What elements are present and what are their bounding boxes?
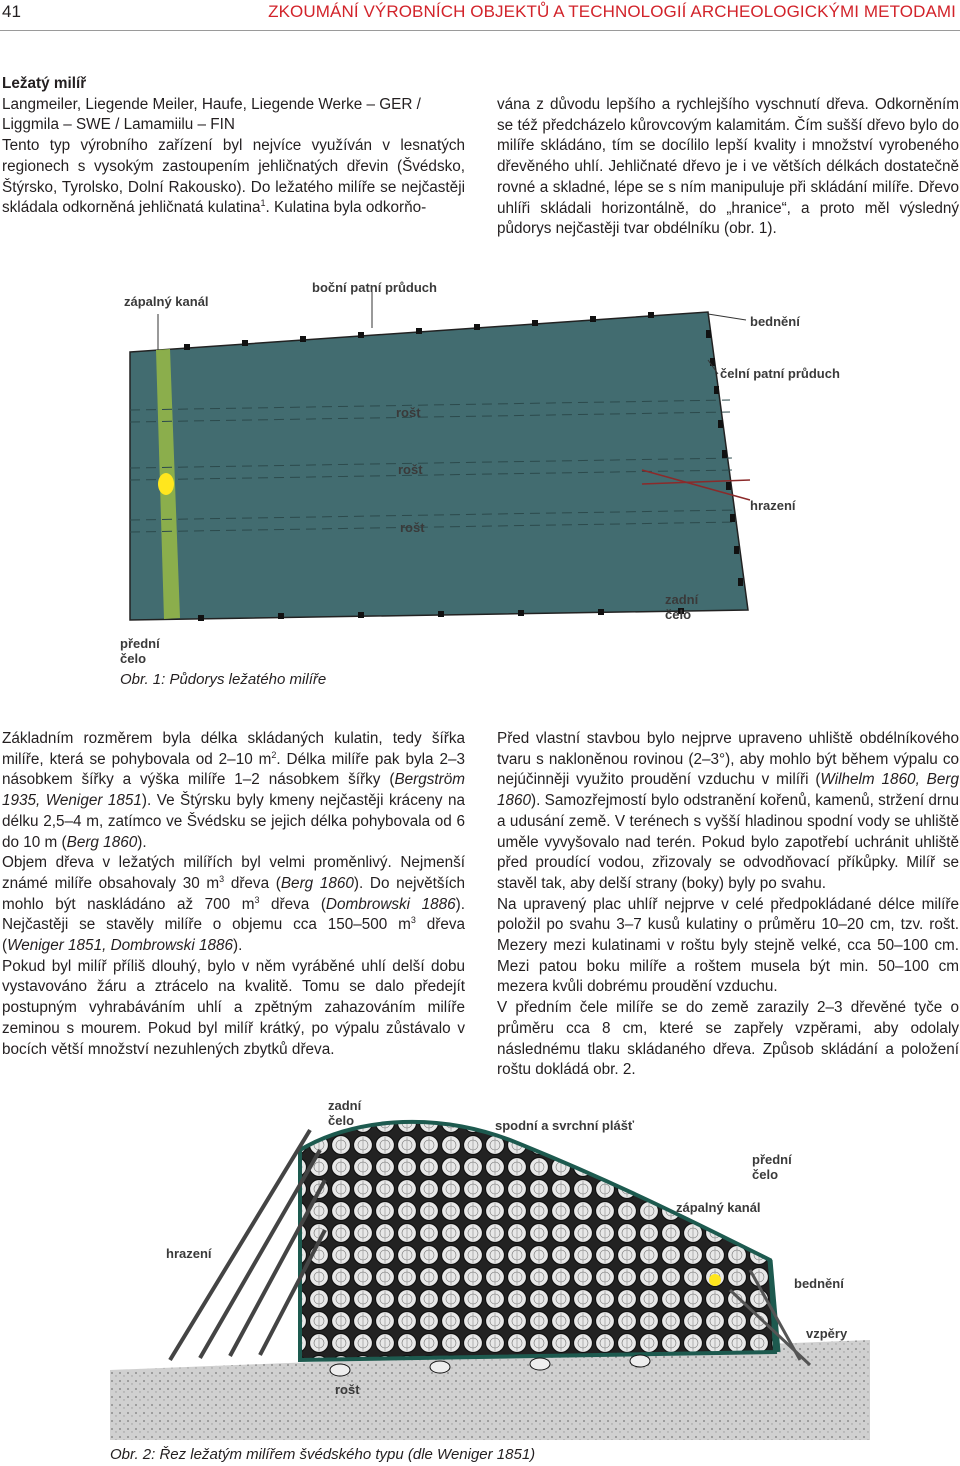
paragraph-volume: Objem dřeva v ležatých milířích byl velmi proměnlivý. Nejmenší známé milíře obsahovaly 30 $m^3$ dřeva (Berg 1860). Do největších mohlo být naskládáno až 700 $m^3$ dřeva (Dombrowski 1886). Nejčastěji se stavěly milíře o objemu cca 150–500 $m^3$ dřeva (Weniger 1851, Dombrowski 1886).: [2, 854, 466, 955]
label-bedneni-2: bednění: [794, 1276, 844, 1291]
label-predni-celo: přední čelo: [120, 636, 160, 666]
intro-left-column: [2, 74, 465, 219]
citation: Berg 1860: [280, 874, 354, 892]
label-vzpery: vzpěry: [806, 1326, 848, 1341]
citation: Weniger 1851, Dombrowski 1886: [7, 937, 233, 955]
label-bocni-patni-pruduch: boční patní průduch: [312, 280, 437, 295]
label-hrazeni: hrazení: [750, 498, 796, 513]
page-number: 41: [2, 2, 21, 21]
figure-1-caption: Obr. 1: Půdorys ležatého milíře: [120, 671, 327, 688]
label-plast: spodní a svrchní plášť: [495, 1118, 635, 1133]
label-zapalny-kanal-2: zápalný kanál: [676, 1200, 761, 1215]
paragraph-dimensions: Základním rozměrem byla délka skládaných kulatin, tedy šířka milíře, která se pohybovala od 2–10 $m^2$. Délka milíře pak byla 2–3 násobkem šířky a výška milíře 1–2 násobkem šířky (Bergström 1935, Weniger 1851). Ve Štýrsku byly kmeny nejčastěji kráceny na délku 2,5–4 m, zatímco ve Švédsku se jejich délka pohybovala od 6 do 10 m (Berg 1860).: [2, 730, 465, 851]
paragraph-length: Pokud byl milíř příliš dlouhý, bylo v něm vyráběné uhlí delší dobu vystavováno žáru a ztrácelo na kvalitě. Tomu se dalo předejít postupným vyhrabáváním uhlí a zpětným zahazováním milíře zeminou s mourem. Pokud byl milíř krátký, po výpalu zůstávalo v bocích větší množství nezuhlených zbytků dřeva.: [2, 957, 465, 1058]
citation: Berg 1860: [66, 833, 138, 851]
paragraph-grate: Na upravený plac uhlíř nejprve v celé předpokládané délce milíře položil po svahu 3–7 kusů kulatiny o průměru 10–20 cm, tzv. rošt. Mezery mezi kulatinami v roštu byly stejně velké, cca 50–100 cm. Mezi patou boku milíře a roštem musela být min. 50–100 cm mezera kvůli dobrému proudění vzduchu.: [497, 895, 959, 996]
label-celni-patni-pruduch: čelní patní průduch: [720, 366, 840, 381]
label-rost-2: rošt: [398, 462, 423, 477]
figure-1-plan-drawing: [110, 270, 870, 670]
figure-2-caption: Obr. 2: Řez ležatým milířem švédského typu (dle Weniger 1851): [110, 1446, 536, 1463]
label-rost-3: rošt: [400, 520, 425, 535]
pointer-bedneni: [708, 314, 746, 320]
label-hrazeni-2: hrazení: [166, 1246, 212, 1261]
citation: Dombrowski 1886: [325, 895, 456, 913]
figure-2-section-drawing: [110, 1090, 870, 1440]
label-zadni-celo-2: zadní čelo: [328, 1098, 362, 1128]
pile-body: [130, 312, 748, 620]
figure-2: [110, 1090, 870, 1440]
intro-paragraph: Tento typ výrobního zařízení byl nejvíce využíván v lesnatých regionech s vysokým zastoupením jehličnatých dřevin (Švédsko, Štýrsko, Tyrolsko, Dolní Rakousko). Do ležatého milíře se nejčastěji skládala odkorněná jehličnatá kulatina$^1$. Kulatina byla odkorňo-: [2, 137, 465, 217]
label-predni-celo-2: přední čelo: [752, 1152, 792, 1182]
citation: Wilhelm 1860, Berg 1860: [497, 771, 959, 810]
label-zadni-celo: zadní čelo: [665, 592, 699, 622]
intro-paragraph-continued: vána z důvodu lepšího a rychlejšího vyschnutí dřeva. Odkorněním se též předcházelo kůrovcovým kalamitám. Čím sušší dřevo bylo do milíře skládáno, tím se docílilo lepší kvality i množství vyrobeného dřevěného uhlí. Jehličnaté dřevo je i ve větších délkách dostatečně rovné a skladné, lépe se s ním manipuluje při skládání milíře. Dřevo uhlíři skládali horizontálně, do „hranice“, a proto měl výsledný půdorys nejčastěji tvar obdélníku (obr. 1).: [497, 96, 959, 238]
footnote-ref: 1: [260, 198, 266, 209]
paragraph-site-prep: Před vlastní stavbou bylo nejprve upraveno uhliště obdélníkového tvaru s nakloněnou rovinou (2–3°), aby mohlo být během výpalu co nejúčinněji využito proudění vzduchu v milíři (Wilhelm 1860, Berg 1860). Samozřejmostí bylo odstranění kořenů, kamenů, stržení drnu a udusání země. V terénech s vyšší hladinou spodní vody se uhliště uměle vyvyšovalo nad terén. Pokud bylo zapotřebí uchránit uhliště před proudící vodou, zřizovaly se odvodňovací příkůpky. Milíř se stavěl tak, aby delší strany (boky) byly po svahu.: [497, 730, 959, 892]
label-bedneni: bednění: [750, 314, 800, 329]
label-rost-1: rošt: [396, 405, 421, 420]
label-zapalny-kanal: zápalný kanál: [124, 294, 209, 309]
ignition-point: [709, 1274, 721, 1286]
ignition-point: [158, 473, 174, 495]
header-rule: [0, 30, 960, 31]
intro-right-column: [497, 95, 959, 240]
main-right-column: [497, 729, 959, 1081]
section-heading: Ležatý milíř: [2, 75, 87, 92]
running-title: ZKOUMÁNÍ VÝROBNÍCH OBJEKTŮ A TECHNOLOGIÍ ARCHEOLOGICKÝMI METODAMI: [268, 2, 956, 21]
paragraph-front-face: V předním čele milíře se do země zarazily 2–3 dřevěné tyče o průměru cca 8 cm, které se zapřely vzpěrami, aby odolaly následnému tlaku skládaného dřeva. Způsob skládání a položení roštu dokládá obr. 2.: [497, 999, 959, 1079]
citation: Bergström 1935, Weniger 1851: [2, 771, 465, 810]
label-rost-fig2: rošt: [335, 1382, 360, 1397]
main-left-column: [2, 729, 465, 1060]
names-line: Langmeiler, Liegende Meiler, Haufe, Liegende Werke – GER / Liggmila – SWE / Lamamiilu – FIN: [2, 95, 421, 134]
figure-1: [110, 270, 870, 670]
pile-logs: [300, 1122, 775, 1360]
